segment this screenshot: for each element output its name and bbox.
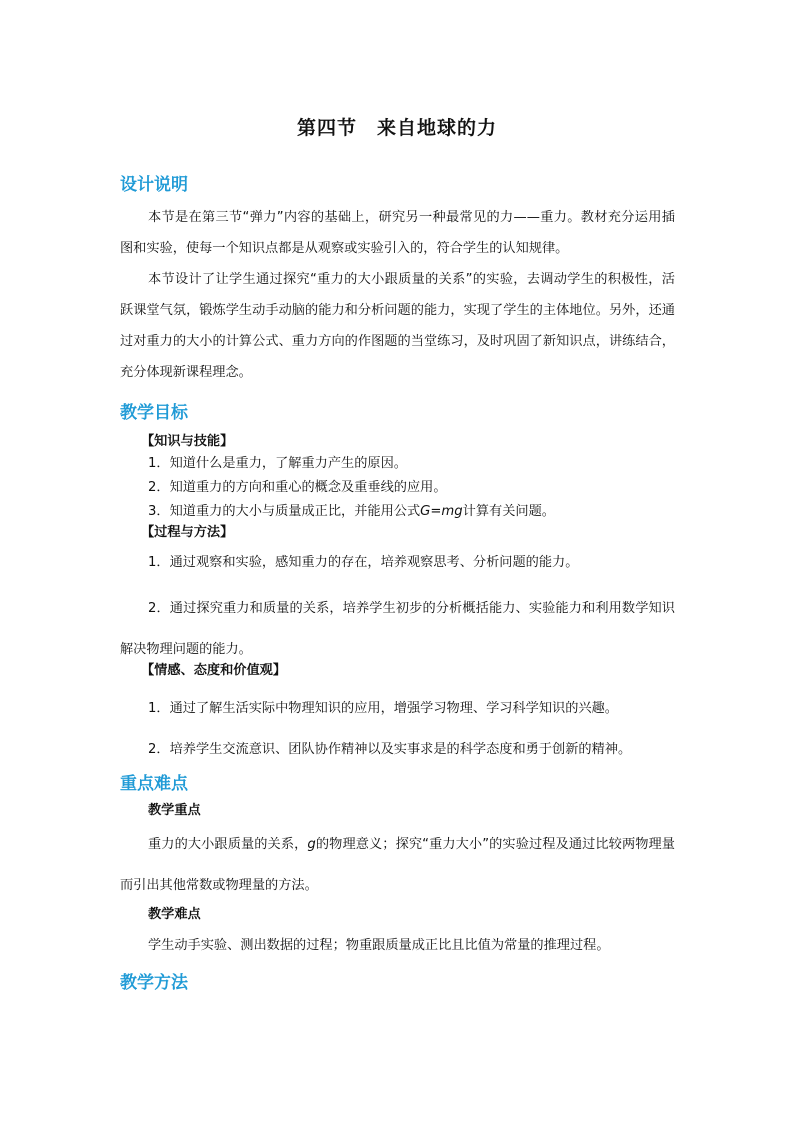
subheading-knowledge: 【知识与技能】 — [141, 434, 234, 449]
objective-knowledge-3 — [148, 500, 555, 519]
section-heading-keypoints: 重点难点 — [120, 774, 188, 794]
objective-process-1: 1．通过观察和实验，感知重力的存在，培养观察思考、分析问题的能力。 — [148, 555, 579, 570]
symbol-g: g — [307, 837, 316, 852]
section-heading-objectives: 教学目标 — [120, 403, 188, 423]
paragraph-difficulty: 学生动手实验、测出数据的过程；物重跟质量成正比且比值为常量的推理过程。 — [148, 938, 610, 953]
section-heading-methods: 教学方法 — [120, 973, 188, 993]
objective-knowledge-1: 1．知道什么是重力，了解重力产生的原因。 — [148, 456, 407, 471]
paragraph-design-2: 本节设计了让学生通过探究“重力的大小跟质量的关系”的实验，去调动学生的积极性，活跃课堂气氛，锻炼学生动手动脑的能力和分析问题的能力，实现了学生的主体地位。另外，还通过对重力的大小的计算公式、重力方向的作图题的当堂练习，及时巩固了新知识点，讲练结合，充分体现新课程理念。 — [120, 272, 675, 380]
key-text-end: 的物理意义；探究“重力大小”的实验过程及通过比较两物理量而引出其他常数或物理量的方法。 — [120, 837, 675, 893]
subheading-attitude: 【情感、态度和价值观】 — [141, 663, 287, 678]
formula-gravity: G=mg — [420, 504, 463, 519]
objective-attitude-1: 1．通过了解生活实际中物理知识的应用，增强学习物理、学习科学知识的兴趣。 — [148, 701, 618, 716]
subheading-difficulty: 教学难点 — [148, 907, 201, 922]
objective-knowledge-3-text-end: 计算有关问题。 — [462, 504, 555, 519]
objective-process-2: 2．通过探究重力和质量的关系，培养学生初步的分析概括能力、实验能力和利用数学知识解决物理问题的能力。 — [120, 601, 675, 657]
page-title: 第四节 来自地球的力 — [296, 117, 497, 139]
objective-attitude-2: 2．培养学生交流意识、团队协作精神以及实事求是的科学态度和勇于创新的精神。 — [148, 742, 632, 757]
subheading-process: 【过程与方法】 — [141, 525, 234, 540]
section-heading-design: 设计说明 — [120, 175, 188, 195]
key-text-start: 重力的大小跟质量的关系， — [148, 837, 308, 852]
objective-knowledge-3-text: 3．知道重力的大小与质量成正比，并能用公式 — [148, 504, 421, 519]
paragraph-design-1: 本节是在第三节“弹力”内容的基础上，研究另一种最常见的力——重力。教材充分运用插图和实验，使每一个知识点都是从观察或实验引入的，符合学生的认知规律。 — [120, 210, 675, 256]
paragraph-key — [120, 824, 675, 906]
objective-knowledge-2: 2．知道重力的方向和重心的概念及重垂线的应用。 — [148, 480, 447, 495]
subheading-key: 教学重点 — [148, 803, 201, 818]
